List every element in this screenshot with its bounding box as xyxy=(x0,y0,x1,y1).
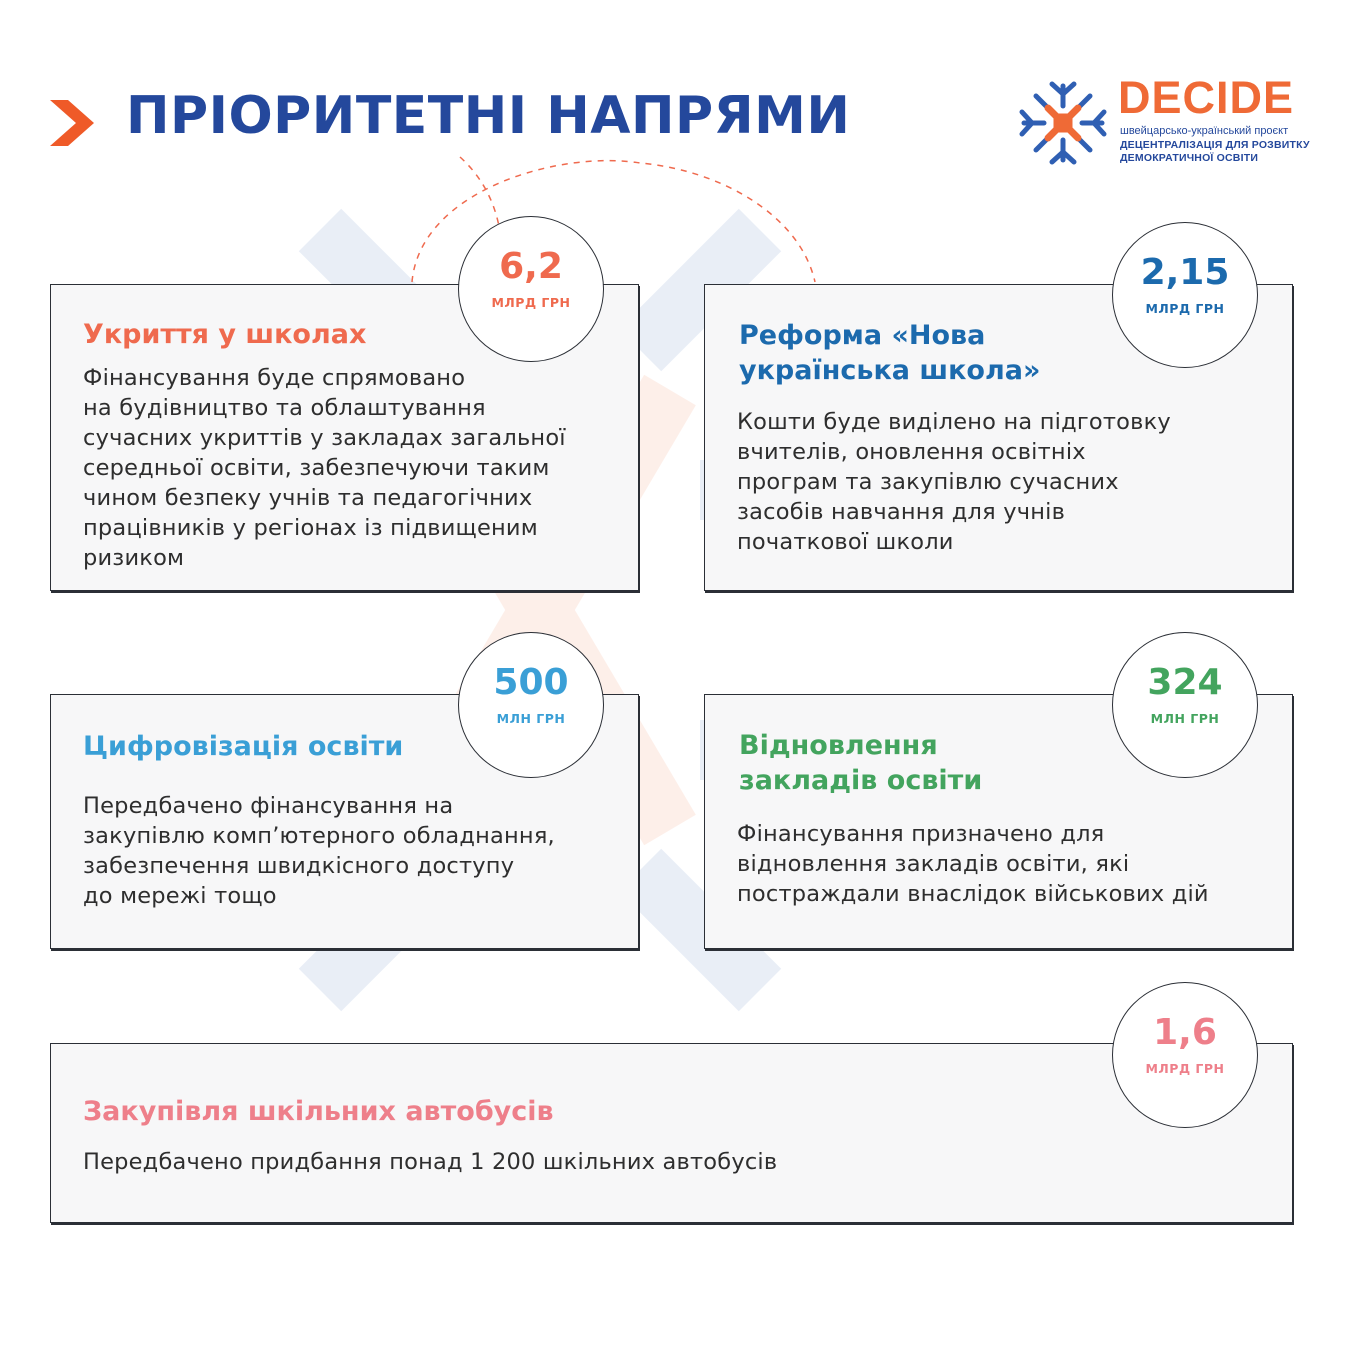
description-line: Фінансування призначено для xyxy=(737,821,1105,847)
card-description xyxy=(737,819,1209,909)
chevron-right-icon xyxy=(50,100,94,146)
description-line: Передбачено придбання понад 1 200 шкільних автобусів xyxy=(83,1149,778,1175)
amount-unit: МЛН ГРН xyxy=(1150,711,1220,726)
description-line: вчителів, оновлення освітніх xyxy=(737,439,1086,465)
description-line: Передбачено фінансування на xyxy=(83,793,454,819)
description-line: засобів навчання для учнів xyxy=(737,499,1066,525)
description-line: на будівництво та облаштування xyxy=(83,395,486,421)
description-line: ризиком xyxy=(83,545,185,571)
description-line: забезпечення швидкісного доступу xyxy=(83,853,515,879)
card-description xyxy=(83,791,555,911)
amount-badge xyxy=(458,216,604,362)
card-title-line: закладів освіти xyxy=(739,765,983,796)
card-title: Укриття у школах xyxy=(83,319,367,350)
card-title xyxy=(739,318,1040,388)
amount-unit: МЛН ГРН xyxy=(496,711,566,726)
logo-subtitle: швейцарсько-український проєкт xyxy=(1120,125,1289,137)
amount-unit: МЛРД ГРН xyxy=(491,295,571,310)
card-title-line: Відновлення xyxy=(739,730,938,761)
description-line: відновлення закладів освіти, які xyxy=(737,851,1130,877)
card-title: Закупівля шкільних автобусів xyxy=(83,1096,554,1127)
description-line: постраждали внаслідок військових дій xyxy=(737,881,1209,907)
logo-wordmark: DECIDE xyxy=(1118,72,1295,123)
card-title-line: українська школа» xyxy=(739,355,1041,386)
description-line: Кошти буде виділено на підготовку xyxy=(737,409,1171,435)
description-line: закупівлю комп’ютерного обладнання, xyxy=(83,823,555,849)
card-description xyxy=(737,407,1171,557)
description-line: початкової школи xyxy=(737,529,954,555)
description-line: програм та закупівлю сучасних xyxy=(737,469,1119,495)
description-line: середньої освіти, забезпечуючи таким xyxy=(83,455,550,481)
logo-subtitle: ДЕМОКРАТИЧНОЇ ОСВІТИ xyxy=(1120,152,1259,164)
description-line: до мережі тощо xyxy=(83,883,277,909)
card-description xyxy=(83,1147,777,1177)
description-line: Фінансування буде спрямовано xyxy=(83,365,466,391)
decide-logo xyxy=(1016,72,1310,172)
page-title: ПРІОРИТЕТНІ НАПРЯМИ xyxy=(126,86,851,146)
snowflake-icon xyxy=(1016,76,1110,170)
amount-value: 2,15 xyxy=(1140,252,1230,293)
amount-value: 6,2 xyxy=(499,246,563,287)
amount-value: 1,6 xyxy=(1153,1012,1217,1053)
amount-badge xyxy=(1112,982,1258,1128)
amount-unit: МЛРД ГРН xyxy=(1145,301,1225,316)
card-title xyxy=(739,728,982,798)
amount-value: 324 xyxy=(1147,662,1223,703)
description-line: чином безпеку учнів та педагогічних xyxy=(83,485,533,511)
amount-badge xyxy=(458,632,604,778)
description-line: сучасних укриттів у закладах загальної xyxy=(83,425,566,451)
card-school-buses xyxy=(50,1043,1293,1223)
logo-subtitle: ДЕЦЕНТРАЛІЗАЦІЯ ДЛЯ РОЗВИТКУ xyxy=(1120,139,1310,151)
card-description xyxy=(83,363,566,573)
card-title: Цифровізація освіти xyxy=(83,731,404,762)
amount-unit: МЛРД ГРН xyxy=(1145,1061,1225,1076)
card-title-line: Реформа «Нова xyxy=(739,320,986,351)
amount-badge xyxy=(1112,632,1258,778)
amount-badge xyxy=(1112,222,1258,368)
description-line: працівників у регіонах із підвищеним xyxy=(83,515,538,541)
amount-value: 500 xyxy=(493,662,569,703)
